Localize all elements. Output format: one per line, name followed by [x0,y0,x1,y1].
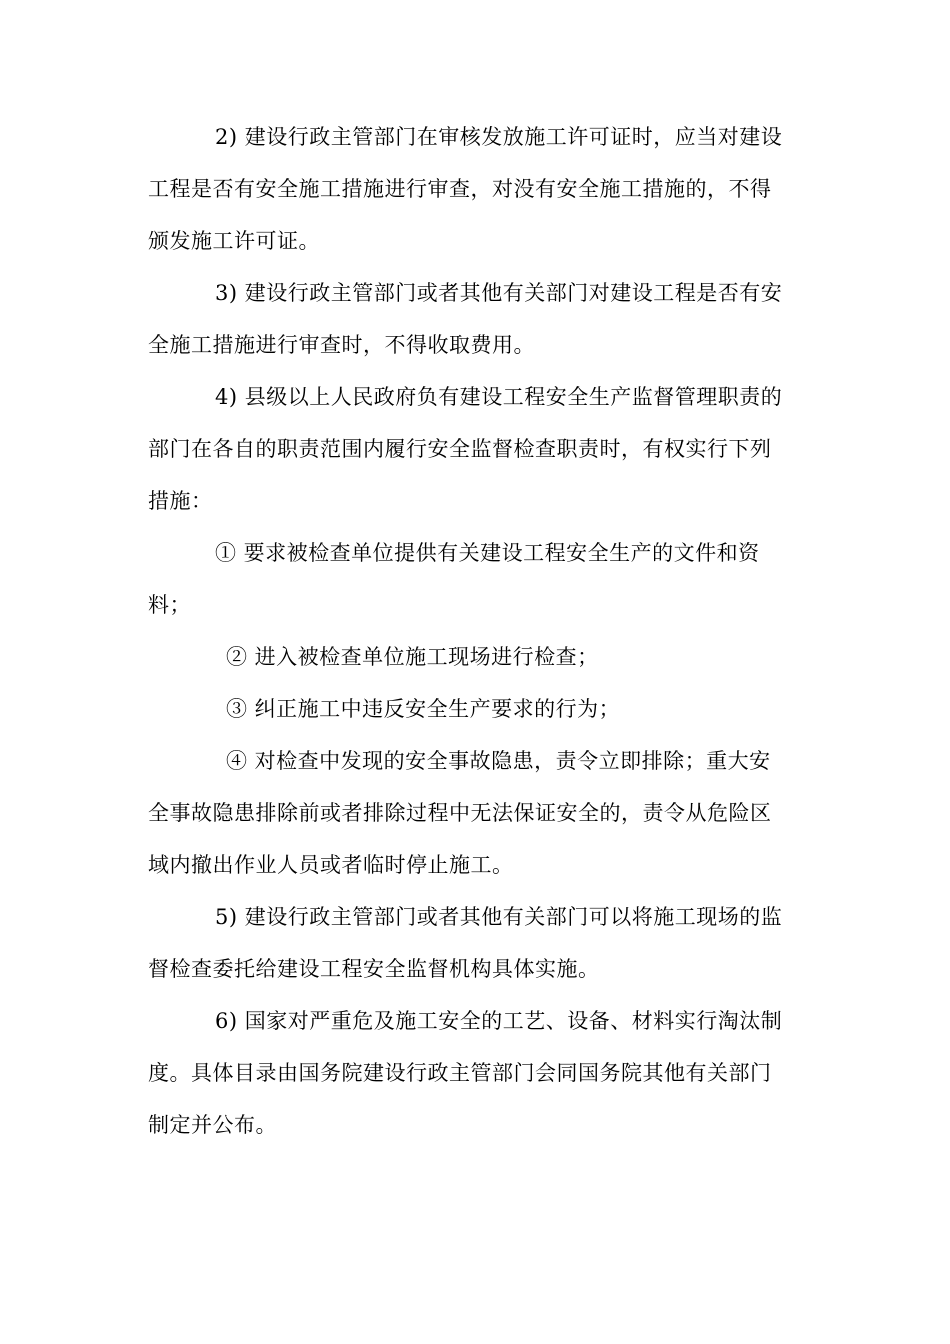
paragraph-6-line-1: 6) 国家对严重危及施工安全的工艺、设备、材料实行淘汰制 [215,1009,783,1033]
item-4-line-3: 域内撤出作业人员或者临时停止施工。 [148,853,514,877]
paragraph-4-line-1: 4) 县级以上人民政府负有建设工程安全生产监督管理职责的 [215,385,783,409]
item-3: ③ 纠正施工中违反安全生产要求的行为； [226,697,621,721]
paragraph-2-line-3: 颁发施工许可证。 [148,229,320,253]
paragraph-4-line-2: 部门在各自的职责范围内履行安全监督检查职责时，有权实行下列 [148,437,772,461]
paragraph-6-line-3: 制定并公布。 [148,1113,277,1137]
item-4-line-1: ④ 对检查中发现的安全事故隐患，责令立即排除；重大安 [226,749,771,773]
paragraph-5-line-1: 5) 建设行政主管部门或者其他有关部门可以将施工现场的监 [215,905,783,929]
paragraph-3-line-2: 全施工措施进行审查时，不得收取费用。 [148,333,535,357]
paragraph-2-line-2: 工程是否有安全施工措施进行审查，对没有安全施工措施的，不得 [148,177,772,201]
paragraph-4-line-3: 措施： [148,489,213,513]
item-4-line-2: 全事故隐患排除前或者排除过程中无法保证安全的，责令从危险区 [148,801,772,825]
paragraph-6-line-2: 度。具体目录由国务院建设行政主管部门会同国务院其他有关部门 [148,1061,772,1085]
item-1-line-2: 料； [148,593,191,617]
item-1-line-1: ① 要求被检查单位提供有关建设工程安全生产的文件和资 [215,541,760,565]
paragraph-3-line-1: 3) 建设行政主管部门或者其他有关部门对建设工程是否有安 [215,281,783,305]
item-2: ② 进入被检查单位施工现场进行检查； [226,645,599,669]
paragraph-5-line-2: 督检查委托给建设工程安全监督机构具体实施。 [148,957,600,981]
paragraph-2-line-1: 2) 建设行政主管部门在审核发放施工许可证时，应当对建设 [215,125,783,149]
